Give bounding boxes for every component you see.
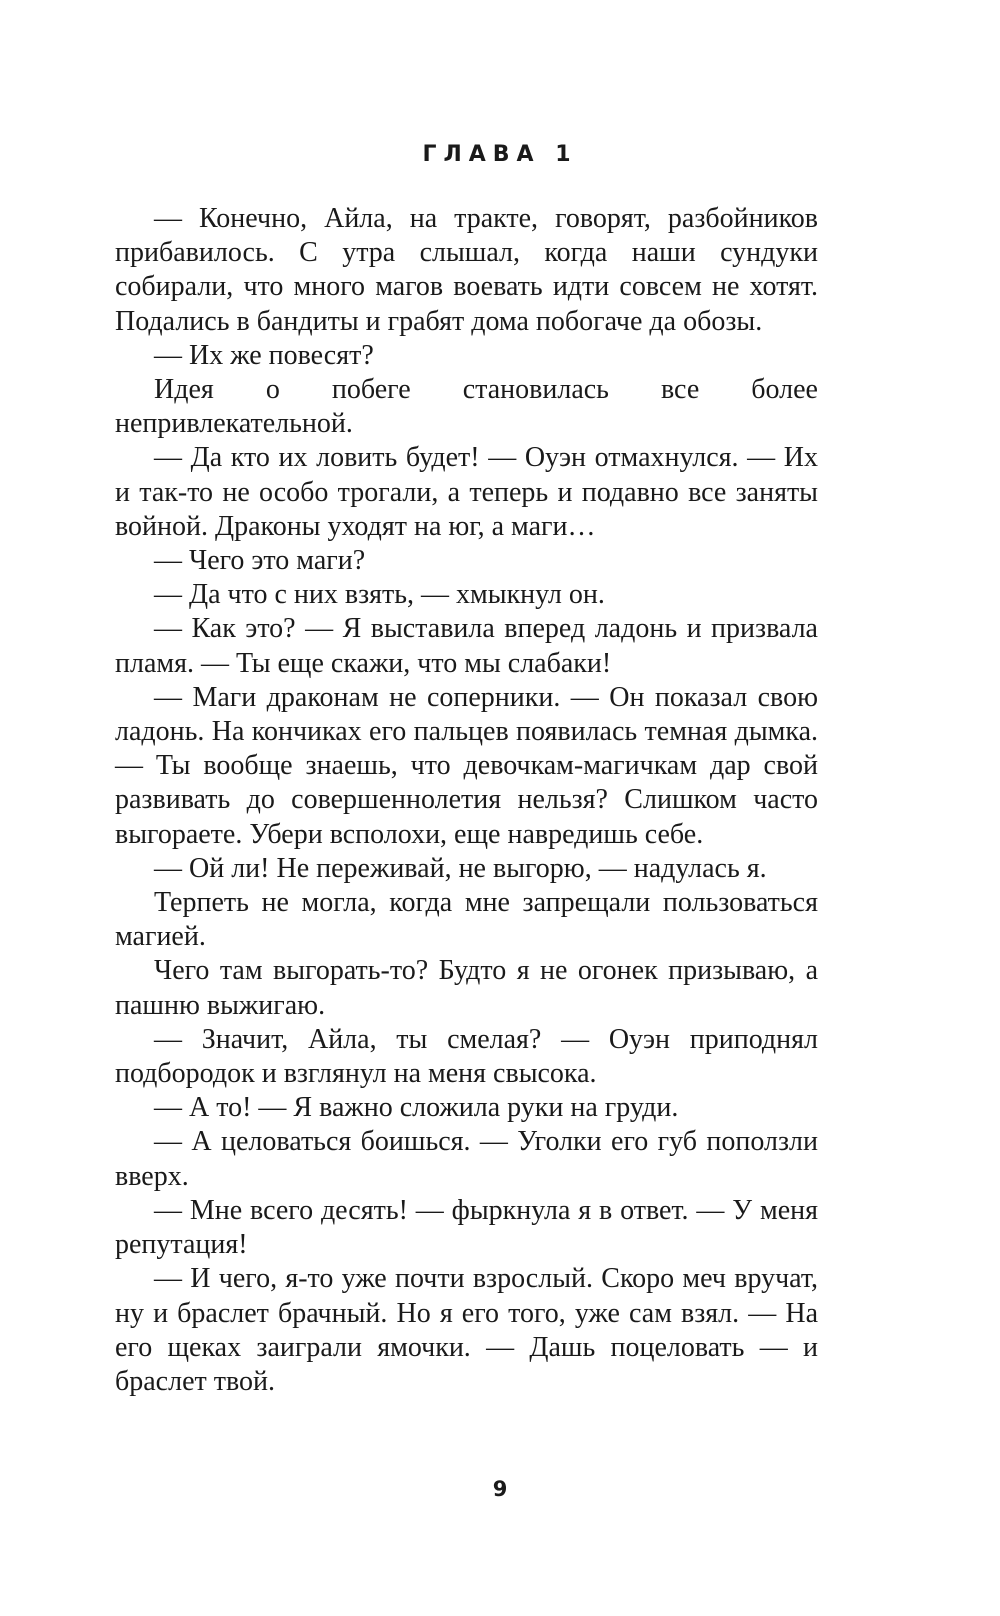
paragraph: — Как это? — Я выставила вперед ладонь и призвала пламя. — Ты еще скажи, что мы слабаки! xyxy=(115,613,818,679)
paragraph: — И чего, я-то уже почти взрослый. Скоро меч вручат, ну и браслет брачный. Но я его того, уже сам взял. — На его щеках заиграли ямочки. — Дашь поцеловать — и браслет твой. xyxy=(115,1263,818,1397)
paragraph: Терпеть не могла, когда мне запрещали пользоваться магией. xyxy=(115,887,818,953)
paragraph: — Их же повесят? xyxy=(154,339,374,371)
paragraph: — Конечно, Айла, на тракте, говорят, разбойников прибавилось. С утра слышал, когда наши сундуки собирали, что много магов воевать идти совсем не хотят. Подались в бандиты и грабят дома побогаче да обозы. xyxy=(115,203,818,337)
paragraph: Идея о побеге становилась все более непривлекательной. xyxy=(115,374,818,440)
paragraph: — А то! — Я важно сложила руки на груди. xyxy=(154,1092,679,1124)
chapter-heading: ГЛАВА 1 xyxy=(422,142,578,167)
paragraph: — Значит, Айла, ты смелая? — Оуэн приподнял подбородок и взглянул на меня свысока. xyxy=(115,1023,818,1090)
paragraph: — Да что с них взять, — хмыкнул он. xyxy=(154,579,605,611)
paragraph: — Маги драконам не соперники. — Он показал свою ладонь. На кончиках его пальцев появилась темная дымка. — Ты вообще знаешь, что девочкам-магичкам дар свой развивать до совершеннолетия нельзя? Слишком часто выгораете. Убери всполохи, еще навредишь себе. xyxy=(115,681,818,850)
page-body xyxy=(115,202,818,1399)
paragraph: Чего там выгорать-то? Будто я не огонек призываю, а пашню выжигаю. xyxy=(115,955,818,1021)
page-number: 9 xyxy=(492,1477,508,1501)
paragraph: — Ой ли! Не переживай, не выгорю, — надулась я. xyxy=(154,852,767,884)
paragraph: — Да кто их ловить будет! — Оуэн отмахнулся. — Их и так-то не особо трогали, а теперь и подавно все заняты войной. Драконы уходят на юг, а маги… xyxy=(115,442,818,542)
paragraph: — Мне всего десять! — фыркнула я в ответ. — У меня репутация! xyxy=(115,1194,818,1261)
paragraph: — А целоваться боишься. — Уголки его губ поползли вверх. xyxy=(115,1126,818,1192)
paragraph: — Чего это маги? xyxy=(154,545,366,577)
